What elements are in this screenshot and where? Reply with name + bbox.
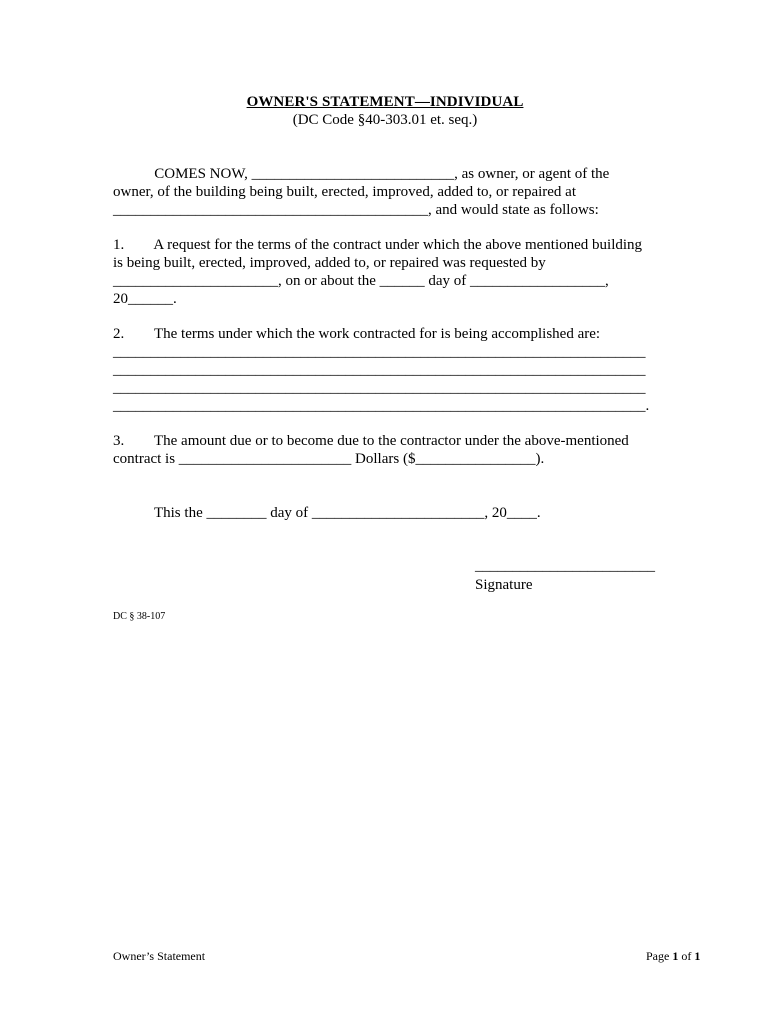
- signature-label: Signature: [475, 577, 533, 593]
- document-subtitle: (DC Code §40-303.01 et. seq.): [292, 112, 478, 128]
- page-of: of: [678, 949, 695, 963]
- date-line: This the ________ day of _______________________, 20____.: [113, 505, 541, 521]
- para1-line-4: 20______.: [113, 291, 177, 307]
- document-title: OWNER'S STATEMENT—INDIVIDUAL: [246, 94, 524, 110]
- para1-line-3: ______________________, on or about the ______ day of __________________,: [113, 273, 609, 289]
- footer-left: Owner’s Statement: [113, 949, 206, 963]
- para3-line-1: 3. The amount due or to become due to the contractor under the above-mentioned: [113, 433, 629, 449]
- footer-page-number: [646, 949, 700, 964]
- para2-blank-line-2: _______________________________________________________________________: [113, 362, 646, 378]
- para2-blank-line-4: _______________________________________________________________________.: [113, 398, 650, 414]
- intro-line-2: owner, of the building being built, erected, improved, added to, or repaired at: [113, 184, 577, 200]
- para1-line-1: 1. A request for the terms of the contract under which the above mentioned building: [113, 237, 643, 253]
- code-reference: DC § 38-107: [113, 611, 166, 622]
- intro-line-1: COMES NOW, ___________________________, as owner, or agent of the: [113, 166, 610, 182]
- para2-blank-line-1: _______________________________________________________________________: [113, 344, 646, 360]
- current-page: 1: [672, 949, 679, 963]
- para2-line-1: 2. The terms under which the work contracted for is being accomplished are:: [113, 326, 601, 342]
- para3-line-2: contract is _______________________ Dollars ($________________).: [113, 451, 545, 467]
- page-prefix: Page: [646, 949, 673, 963]
- signature-line: ________________________: [475, 558, 655, 574]
- intro-line-3: __________________________________________, and would state as follows:: [113, 202, 599, 218]
- total-pages: 1: [694, 949, 701, 963]
- para1-line-2: is being built, erected, improved, added to, or repaired was requested by: [113, 255, 546, 271]
- para2-blank-line-3: _______________________________________________________________________: [113, 380, 646, 396]
